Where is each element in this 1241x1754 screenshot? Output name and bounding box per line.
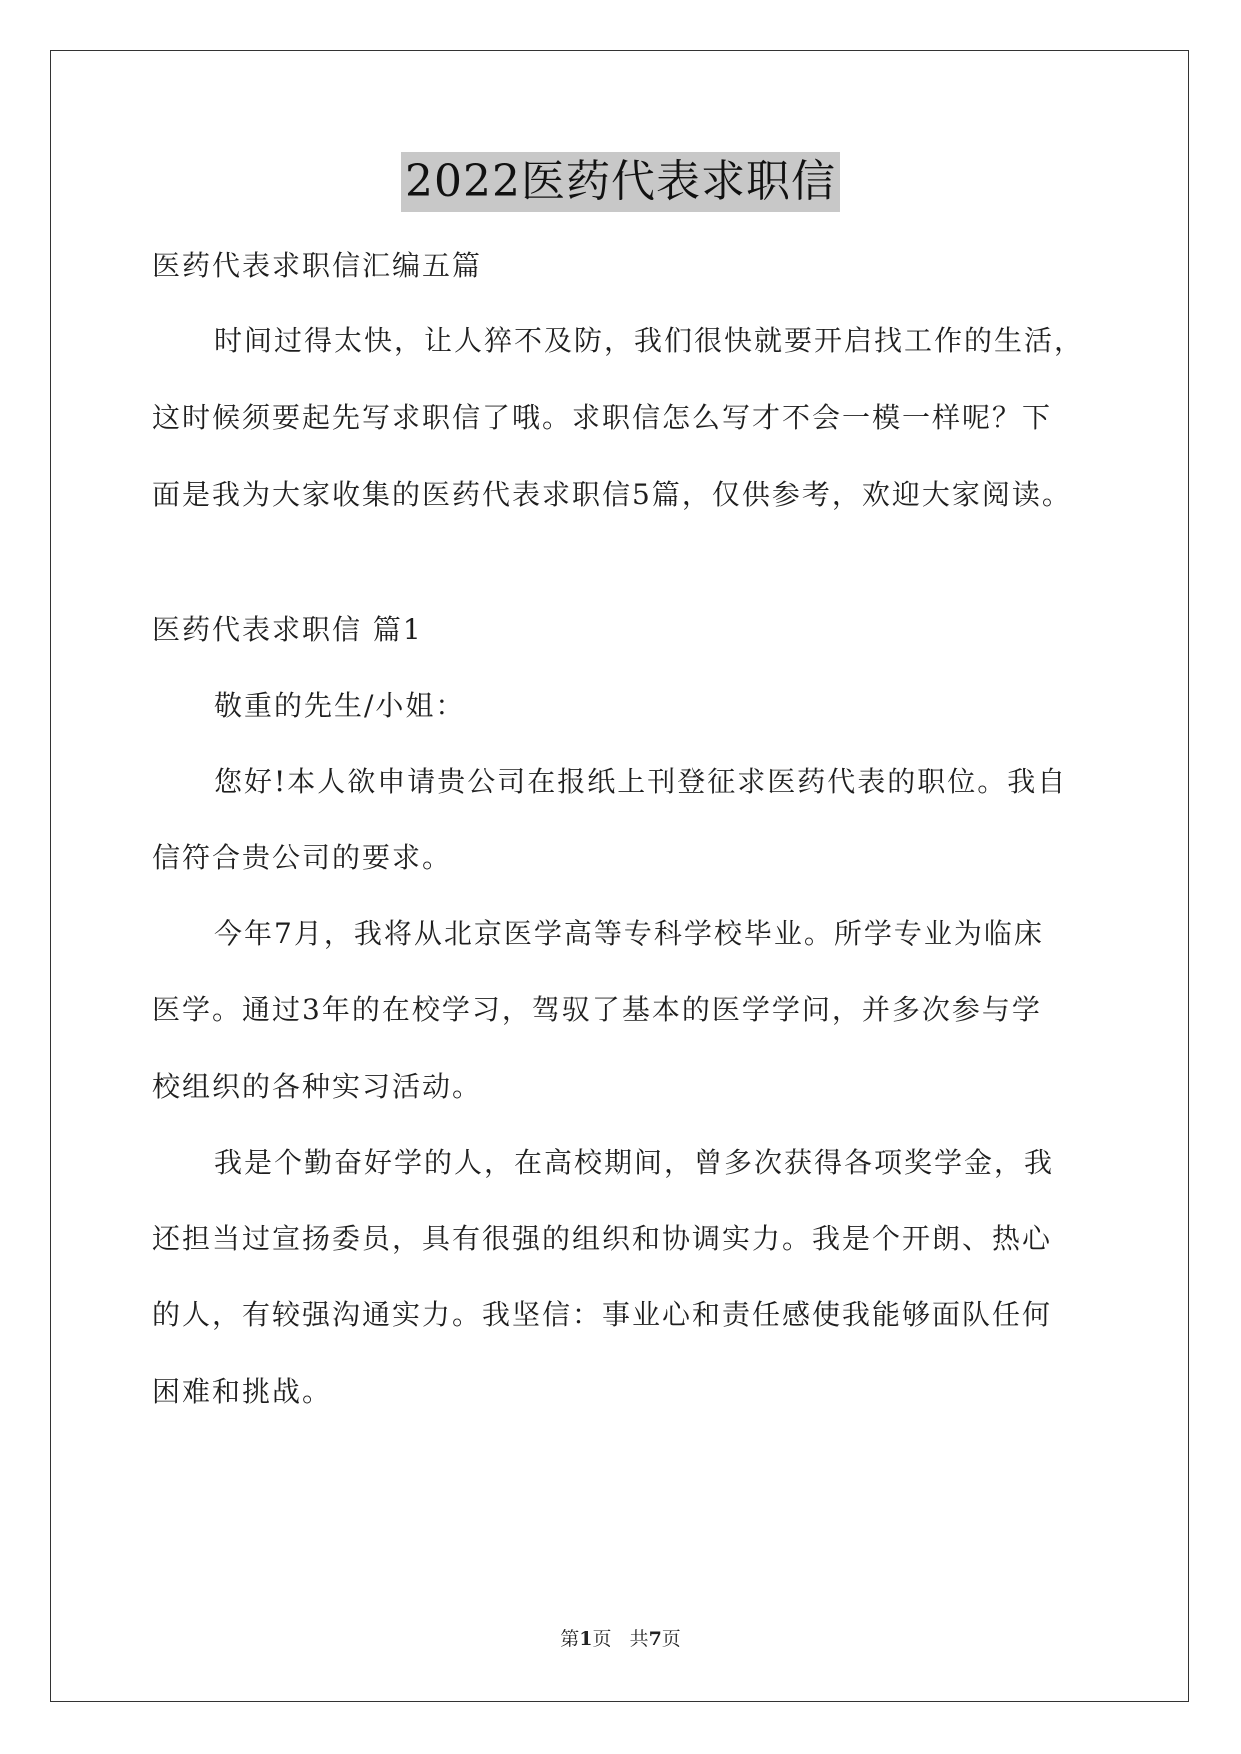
paragraph-line: 今年7月，我将从北京医学高等专科学校毕业。所学专业为临床 bbox=[214, 917, 1044, 950]
subtitle-line: 医药代表求职信汇编五篇 bbox=[152, 249, 483, 282]
paragraph-line: 面是我为大家收集的医药代表求职信5篇，仅供参考，欢迎大家阅读。 bbox=[152, 478, 1072, 511]
paragraph-line: 困难和挑战。 bbox=[152, 1375, 333, 1408]
paragraph-line: 这时候须要起先写求职信了哦。求职信怎么写才不会一模一样呢？下 bbox=[152, 401, 1053, 434]
title-container bbox=[0, 152, 1241, 212]
page-border bbox=[50, 50, 1189, 1702]
total-pages-number: 7 bbox=[648, 1628, 662, 1650]
paragraph-line: 医学。通过3年的在校学习，驾驭了基本的医学学问，并多次参与学 bbox=[152, 993, 1042, 1026]
page-footer bbox=[0, 1624, 1241, 1651]
paragraph-line: 时间过得太快，让人猝不及防，我们很快就要开启找工作的生活， bbox=[214, 324, 1085, 357]
footer-suffix: 页 bbox=[661, 1628, 681, 1650]
footer-middle: 页 共 bbox=[592, 1628, 649, 1650]
document-title: 2022医药代表求职信 bbox=[401, 152, 840, 212]
section-heading: 医药代表求职信 篇1 bbox=[152, 613, 423, 646]
paragraph-line: 还担当过宣扬委员，具有很强的组织和协调实力。我是个开朗、热心 bbox=[152, 1222, 1053, 1255]
paragraph-line: 信符合贵公司的要求。 bbox=[152, 841, 453, 874]
paragraph-line: 校组织的各种实习活动。 bbox=[152, 1070, 483, 1103]
paragraph-line: 我是个勤奋好学的人，在高校期间，曾多次获得各项奖学金，我 bbox=[214, 1146, 1055, 1179]
paragraph-line: 的人，有较强沟通实力。我坚信：事业心和责任感使我能够面队任何 bbox=[152, 1298, 1053, 1331]
salutation-line: 敬重的先生/小姐： bbox=[214, 689, 466, 722]
paragraph-line: 您好!本人欲申请贵公司在报纸上刊登征求医药代表的职位。我自 bbox=[214, 765, 1068, 798]
footer-prefix: 第 bbox=[560, 1628, 580, 1650]
current-page-number: 1 bbox=[579, 1628, 593, 1650]
